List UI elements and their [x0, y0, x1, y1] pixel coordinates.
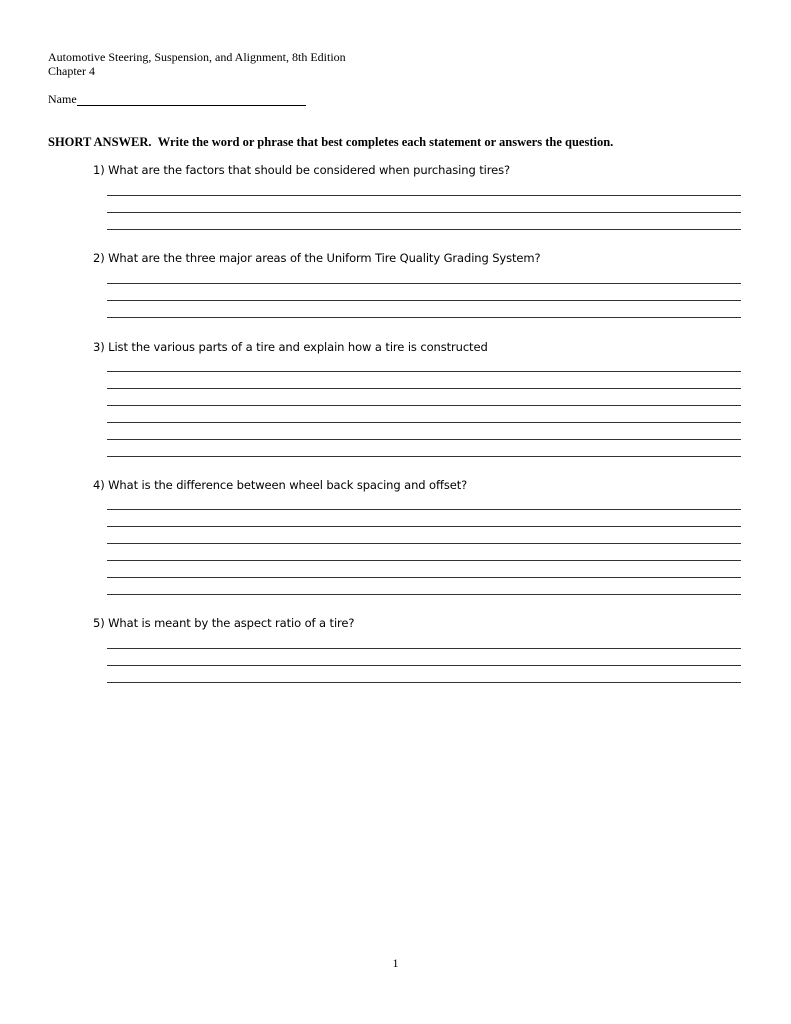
question-3: 3) List the various parts of a tire and explain how a tire is constructed [93, 340, 488, 354]
answer-line[interactable] [107, 577, 741, 578]
answer-line[interactable] [107, 526, 741, 527]
section-heading: SHORT ANSWER. [48, 135, 152, 149]
answer-line[interactable] [107, 371, 741, 372]
answer-line[interactable] [107, 509, 741, 510]
document-title: Automotive Steering, Suspension, and Alignment, 8th Edition [48, 50, 346, 64]
answer-line[interactable] [107, 422, 741, 423]
question-4: 4) What is the difference between wheel back spacing and offset? [93, 478, 468, 492]
answer-line[interactable] [107, 283, 741, 284]
page-number: 1 [392, 956, 399, 970]
question-1: 1) What are the factors that should be considered when purchasing tires? [93, 163, 510, 177]
answer-line[interactable] [107, 300, 741, 301]
question-5: 5) What is meant by the aspect ratio of a tire? [93, 616, 355, 630]
answer-line[interactable] [107, 543, 741, 544]
name-label: Name [48, 92, 77, 106]
answer-line[interactable] [107, 317, 741, 318]
answer-line[interactable] [107, 212, 741, 213]
answer-line[interactable] [107, 665, 741, 666]
instructions-text: Write the word or phrase that best completes each statement or answers the question. [157, 135, 614, 149]
answer-line[interactable] [107, 229, 741, 230]
answer-line[interactable] [107, 439, 741, 440]
answer-line[interactable] [107, 594, 741, 595]
name-field [48, 92, 306, 106]
name-blank-line[interactable] [77, 93, 306, 106]
answer-line[interactable] [107, 388, 741, 389]
answer-line[interactable] [107, 195, 741, 196]
answer-line[interactable] [107, 648, 741, 649]
question-2: 2) What are the three major areas of the Uniform Tire Quality Grading System? [93, 251, 541, 265]
section-instructions [48, 135, 613, 150]
answer-line[interactable] [107, 682, 741, 683]
chapter-label: Chapter 4 [48, 64, 95, 78]
answer-line[interactable] [107, 405, 741, 406]
answer-line[interactable] [107, 560, 741, 561]
answer-line[interactable] [107, 456, 741, 457]
